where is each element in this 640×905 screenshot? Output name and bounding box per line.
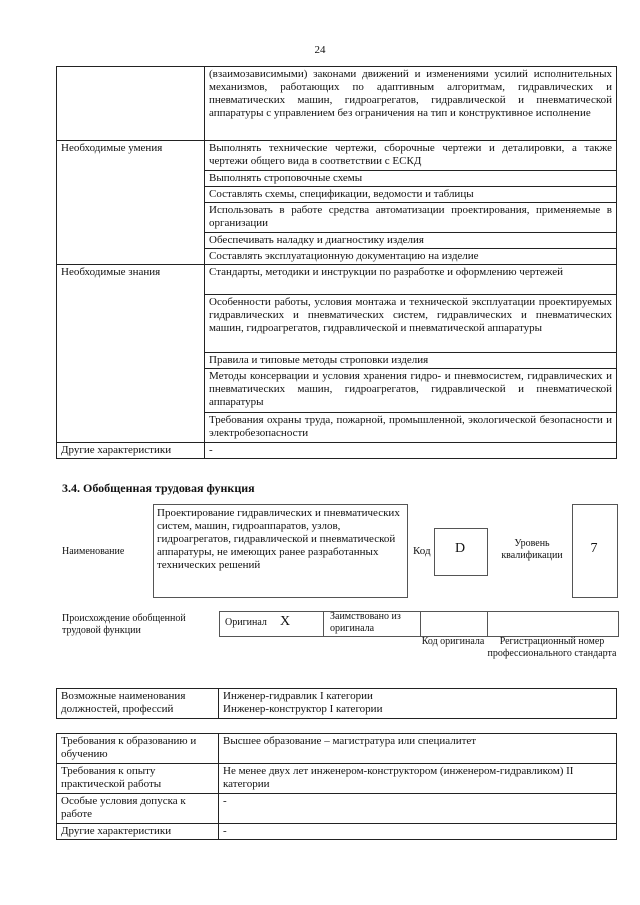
requirement-label: Другие характеристики xyxy=(57,824,219,840)
positions-values xyxy=(219,689,617,719)
knowledge-item: Правила и типовые методы строповки изделия xyxy=(205,353,617,369)
borrowed-label: Заимствовано из оригинала xyxy=(330,611,401,634)
competency-table xyxy=(56,66,617,459)
section-title: 3.4. Обобщенная трудовая функция xyxy=(62,481,255,495)
position-item: Инженер-конструктор I категории xyxy=(223,703,383,715)
positions-label: Возможные наименования должностей, профессий xyxy=(57,689,219,719)
requirement-value: - xyxy=(219,824,617,840)
requirement-label: Требования к образованию и обучению xyxy=(57,734,219,764)
position-item: Инженер-гидравлик I категории xyxy=(223,690,373,702)
name-value: Проектирование гидравлических и пневматических систем, машин, гидроаппаратов, узлов, гидроагрегатов, гидравлической и пневматической аппаратуры, не имеющих ранее разработанных технических решений xyxy=(157,507,400,571)
page-number: 24 xyxy=(314,44,326,56)
skill-item: Выполнять технические чертежи, сборочные чертежи и деталировки, а также чертежи общего вида в соответствии с ЕСКД xyxy=(205,141,617,171)
knowledge-item: Стандарты, методики и инструкции по разработке и оформлению чертежей xyxy=(205,265,617,295)
skill-item: Составлять эксплуатационную документацию на изделие xyxy=(205,249,617,265)
code-value: D xyxy=(454,541,466,556)
name-label: Наименование xyxy=(62,546,125,557)
original-label: Оригинал xyxy=(225,617,267,628)
requirements-table xyxy=(56,733,617,840)
requirement-label: Требования к опыту практической работы xyxy=(57,764,219,794)
origin-label: Происхождение обобщенной трудовой функции xyxy=(62,613,186,636)
other-value: - xyxy=(205,443,617,459)
requirement-value: Высшее образование – магистратура или специалитет xyxy=(219,734,617,764)
empty-label-cell xyxy=(57,67,205,141)
top-row-text: (взаимозависимыми) законами движений и изменениями усилий исполнительных механизмов, работающих по адаптивным алгоритмам, гидравлических и пневматических машин, гидроагрегатов, гидравлической и пневматической аппаратуры с управлением без ограничения на тип и конструктивное исполнение xyxy=(205,67,617,141)
code-label: Код xyxy=(413,545,431,557)
reg-number-label: Регистрационный номер профессионального стандарта xyxy=(487,636,617,659)
positions-table xyxy=(56,688,617,719)
skill-item: Выполнять строповочные схемы xyxy=(205,171,617,187)
requirement-value: - xyxy=(219,794,617,824)
knowledge-item: Методы консервации и условия хранения гидро- и пневмосистем, гидравлических и пневматических машин, гидроагрегатов, гидравлической и пневматической аппаратуры xyxy=(205,369,617,413)
requirement-label: Особые условия допуска к работе xyxy=(57,794,219,824)
skill-item: Использовать в работе средства автоматизации проектирования, применяемые в организации xyxy=(205,203,617,233)
skills-label: Необходимые умения xyxy=(57,141,205,265)
knowledge-item: Особенности работы, условия монтажа и технической эксплуатации проектируемых гидравлических и пневматических систем, гидравлических и пневматических машин, гидроагрегатов, гидравлической и пневматической аппаратуры xyxy=(205,295,617,353)
requirement-value: Не менее двух лет инженером-конструктором (инженером-гидравликом) II категории xyxy=(219,764,617,794)
skill-item: Составлять схемы, спецификации, ведомости и таблицы xyxy=(205,187,617,203)
code-original-label: Код оригинала xyxy=(421,636,485,647)
knowledge-label: Необходимые знания xyxy=(57,265,205,443)
other-label: Другие характеристики xyxy=(57,443,205,459)
skill-item: Обеспечивать наладку и диагностику изделия xyxy=(205,233,617,249)
level-value: 7 xyxy=(590,541,598,556)
original-mark: X xyxy=(280,614,291,629)
reg-number-box xyxy=(487,611,619,637)
knowledge-item: Требования охраны труда, пожарной, промышленной, экологической безопасности и электробезопасности xyxy=(205,413,617,443)
code-original-box xyxy=(420,611,488,637)
level-label: Уровень квалификации xyxy=(501,538,563,561)
